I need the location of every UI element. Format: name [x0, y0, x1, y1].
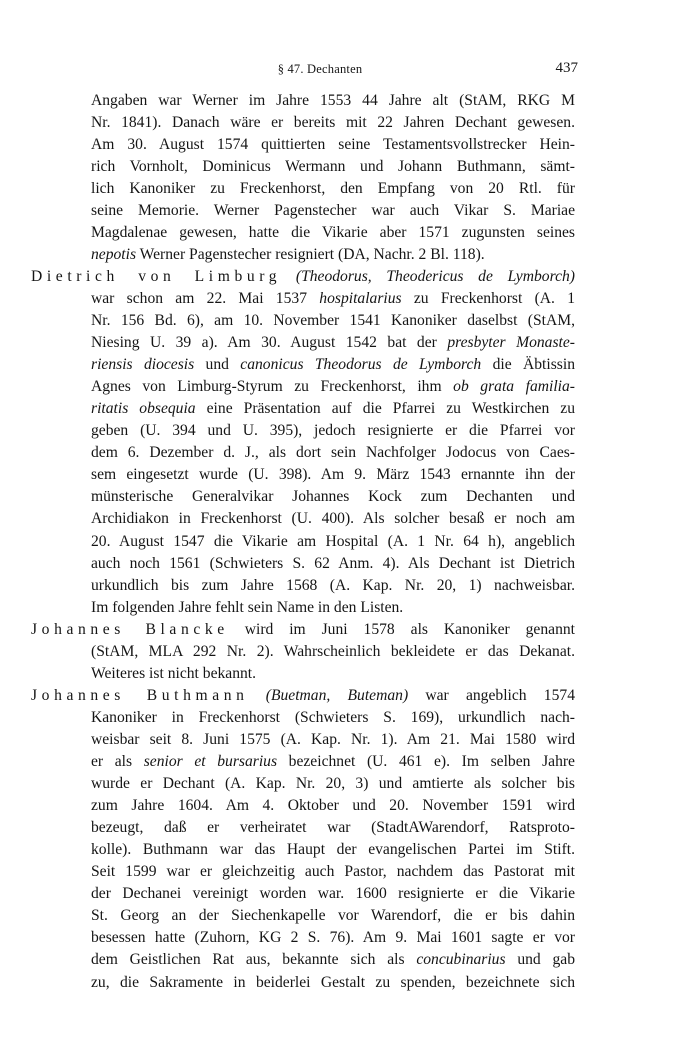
text-line [91, 244, 575, 266]
text-line: zum Jahre 1604. Am 4. Oktober und 20. November 1591 wird [91, 797, 575, 815]
text-run: die Äbtissin [481, 356, 575, 374]
running-head [62, 60, 578, 80]
text-run: eine Präsentation auf die Pfarrei zu Westkirchen zu [195, 400, 576, 418]
text-line: Nr. 156 Bd. 6), am 10. November 1541 Kanoniker daselbst (StAM, [91, 312, 575, 329]
italic-text: canonicus Theodorus de Lymborch [240, 356, 482, 374]
text-line: Seit 1599 war er gleichzeitig auch Pastor, nachdem das Pastorat mit [91, 863, 575, 881]
text-line [91, 751, 575, 773]
text-line [91, 288, 575, 310]
italic-text: senior et bursarius [143, 753, 278, 770]
text-line: rich Vornholt, Dominicus Wermann und Johann Buthmann, sämt- [91, 157, 575, 175]
text-run: er als [91, 753, 144, 770]
person-name: Dietrich von Limburg [31, 267, 282, 285]
entry-heading-line [31, 266, 575, 288]
text-line: Weiteres ist nicht bekannt. [91, 664, 257, 682]
text-run: war schon am 22. Mai 1537 [91, 289, 320, 307]
text-line: besessen hatte (Zuhorn, KG 2 S. 76). Am 9. Mai 1601 sagte er vor [91, 929, 575, 947]
text-run: war angeblich 1574 [408, 686, 575, 704]
text-line [91, 398, 575, 420]
text-line: St. Georg an der Siechenkapelle vor Warendorf, die er bis dahin [91, 907, 575, 925]
text-line: auch noch 1561 (Schwieters S. 62 Anm. 4). Als Dechant ist Dietrich [91, 554, 575, 572]
text-run: und [194, 356, 241, 374]
text-line: sem eingesetzt wurde (U. 398). Am 9. März 1543 ernannte ihn der [91, 466, 575, 484]
person-name: Johannes Buthmann [31, 686, 249, 704]
text-run [281, 268, 296, 285]
entry-heading-line [31, 685, 575, 707]
italic-text: hospitalarius [319, 289, 402, 307]
italic-text: presbyter Monaste- [447, 334, 575, 352]
text-line: geben (U. 394 und U. 395), jedoch resignierte er die Pfarrei vor [91, 422, 575, 440]
text-run: Agnes von Limburg-Styrum zu Freckenhorst, ihm [91, 378, 454, 396]
text-run: Werner Pagenstecher resigniert (DA, Nachr. 2 Bl. 118). [136, 245, 485, 263]
text-line: weisbar seit 8. Juni 1575 (A. Kap. Nr. 1). Am 21. Mai 1580 wird [91, 730, 575, 748]
text-line: Angaben war Werner im Jahre 1553 44 Jahre alt (StAM, RKG M [91, 91, 575, 109]
italic-text: nepotis [91, 245, 137, 263]
text-line: der Dechanei vereinigt worden war. 1600 resignierte er die Vikarie [91, 885, 575, 903]
text-line [91, 949, 575, 971]
text-line: bezeugt, daß er verheiratet war (StadtAWarendorf, Ratsproto- [91, 819, 575, 837]
person-name: Johannes Blancke [31, 620, 229, 638]
text-line: 20. August 1547 die Vikarie am Hospital (A. 1 Nr. 64 h), angeblich [91, 532, 575, 550]
text-run: bezeichnet (U. 461 e). Im selben Jahre [277, 753, 575, 770]
page-number: 437 [555, 60, 578, 76]
italic-text: concubinarius [416, 951, 506, 969]
text-run: Niesing U. 39 a). Am 30. August 1542 bat der [91, 334, 448, 352]
text-line: dem 6. Dezember d. J., als dort sein Nachfolger Jodocus von Caes- [91, 444, 575, 462]
text-line: wurde er Dechant (A. Kap. Nr. 20, 3) und amtierte als solcher bis [91, 775, 575, 793]
text-line: lich Kanoniker zu Freckenhorst, den Empfang von 20 Rtl. für [91, 179, 575, 197]
text-line: Archidiakon in Freckenhorst (U. 400). Als solcher besaß er noch am [91, 510, 575, 528]
text-line: Kanoniker in Freckenhorst (Schwieters S. 169), urkundlich nach- [91, 708, 575, 726]
running-title: § 47. Dechanten [277, 62, 363, 76]
italic-text: (Theodorus, Theodericus de Lymborch) [295, 267, 575, 285]
text-run: und gab [505, 951, 576, 969]
italic-text: (Buetman, Buteman) [265, 686, 409, 704]
text-line: zu, die Sakramente in beiderlei Gestalt zu spenden, bezeichnete sich [91, 973, 575, 991]
text-line: Am 30. August 1574 quittierten seine Testamentsvollstrecker Hein- [91, 135, 575, 153]
text-line: kolle). Buthmann war das Haupt der evangelischen Partei im Stift. [91, 841, 575, 859]
text-line: münsterische Generalvikar Johannes Kock zum Dechanten und [91, 488, 575, 506]
italic-text: riensis diocesis [91, 356, 195, 374]
text-line: seine Memorie. Werner Pagenstecher war auch Vikar S. Mariae [91, 201, 575, 219]
italic-text: ob grata familia- [453, 378, 575, 396]
text-line: urkundlich bis zum Jahre 1568 (A. Kap. Nr. 20, 1) nachweisbar. [91, 576, 575, 594]
text-run: dem Geistlichen Rat aus, bekannte sich als [91, 951, 417, 969]
text-line: Nr. 1841). Danach wäre er bereits mit 22 Jahren Dechant gewesen. [91, 113, 575, 131]
text-run: zu Freckenhorst (A. 1 [401, 289, 575, 307]
text-line: (StAM, MLA 292 Nr. 2). Wahrscheinlich bekleidete er das Dekanat. [91, 642, 575, 660]
text-run [249, 687, 266, 704]
entry-heading-line [31, 619, 575, 641]
text-line [91, 376, 575, 398]
text-line [91, 332, 575, 354]
text-line [91, 354, 575, 376]
text-line: Im folgenden Jahre fehlt sein Name in den Listen. [91, 598, 404, 616]
text-run: wird im Juni 1578 als Kanoniker genannt [228, 620, 575, 638]
text-line: Magdalenae gewesen, hatte die Vikarie aber 1571 zugunsten seines [91, 223, 575, 241]
italic-text: ritatis obsequia [91, 400, 196, 418]
